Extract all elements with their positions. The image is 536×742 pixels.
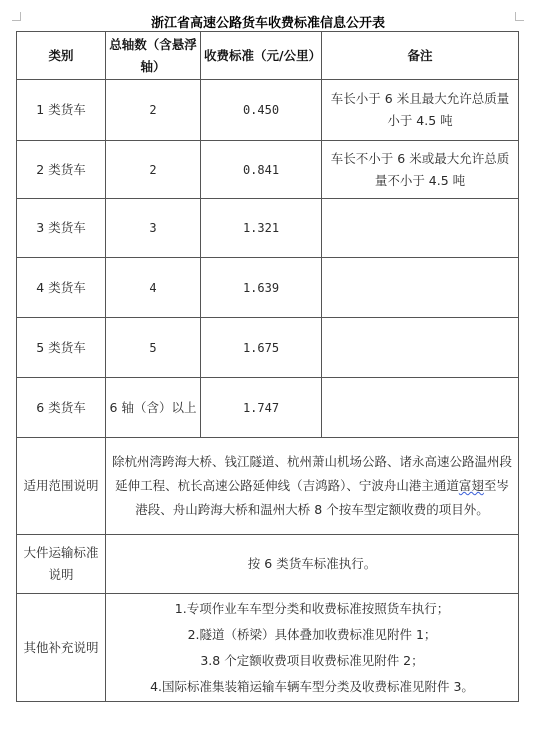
row-axles: 6 轴（含）以上 [106,378,201,438]
row-rate: 1.747 [201,378,322,438]
header-category: 类别 [17,32,106,80]
row-axles: 2 [106,80,201,141]
header-rate: 收费标准（元/公里） [201,32,322,80]
bulky-row [17,535,519,594]
document-title: 浙江省高速公路货车收费标准信息公开表 [150,16,385,31]
row-category: 1 类货车 [17,80,106,141]
row-category: 4 类货车 [17,258,106,318]
table-row [17,258,519,318]
row-remark [322,199,519,258]
row-category: 2 类货车 [17,141,106,199]
note-item: 1.专项作业车车型分类和收费标准按照货车执行； [174,600,450,616]
row-axles: 5 [106,318,201,378]
row-remark [322,258,519,318]
scope-text-before: 除杭州湾跨海大桥、钱江隧道、杭州萧山机场公路、诸永高速公路温州段延伸工程、杭长高速公路延伸线（吉鸿路）、宁波舟山港主通道 [111,454,512,493]
table-row [17,318,519,378]
bulky-label: 大件运输标准说明 [17,535,106,594]
table-row [17,80,519,141]
scope-label: 适用范围说明 [17,438,106,535]
row-axles: 2 [106,141,201,199]
table-row [17,199,519,258]
other-notes [106,594,519,702]
header-remark: 备注 [322,32,519,80]
row-remark [322,378,519,438]
scope-text-after: 至岑港段、舟山跨海大桥和温州大桥 8 个按车型定额收费的项目外。 [135,478,509,517]
row-rate: 0.450 [201,80,322,141]
header-axles: 总轴数（含悬浮轴） [106,32,201,80]
table-header-row [17,32,519,80]
row-axles: 3 [106,199,201,258]
row-rate: 1.639 [201,258,322,318]
row-axles: 4 [106,258,201,318]
row-remark: 车长不小于 6 米或最大允许总质量不小于 4.5 吨 [322,141,519,199]
scope-row [17,438,519,535]
row-rate: 0.841 [201,141,322,199]
row-category: 5 类货车 [17,318,106,378]
scope-text [106,438,519,535]
table-row [17,141,519,199]
row-remark [322,318,519,378]
note-item: 2.隧道（桥梁）具体叠加收费标准见附件 1； [187,626,437,642]
bulky-text: 按 6 类货车标准执行。 [106,535,519,594]
fee-table [16,31,519,702]
table-row [17,378,519,438]
row-rate: 1.321 [201,199,322,258]
row-remark: 车长小于 6 米且最大允许总质量小于 4.5 吨 [322,80,519,141]
row-category: 3 类货车 [17,199,106,258]
note-item: 4.国际标准集装箱运输车辆车型分类及收费标准见附件 3。 [150,678,474,694]
other-row [17,594,519,702]
other-label: 其他补充说明 [17,594,106,702]
note-item: 3.8 个定额收费项目收费标准见附件 2； [200,652,424,668]
row-rate: 1.675 [201,318,322,378]
row-category: 6 类货车 [17,378,106,438]
scope-text-wavy: 富翅 [458,478,484,493]
